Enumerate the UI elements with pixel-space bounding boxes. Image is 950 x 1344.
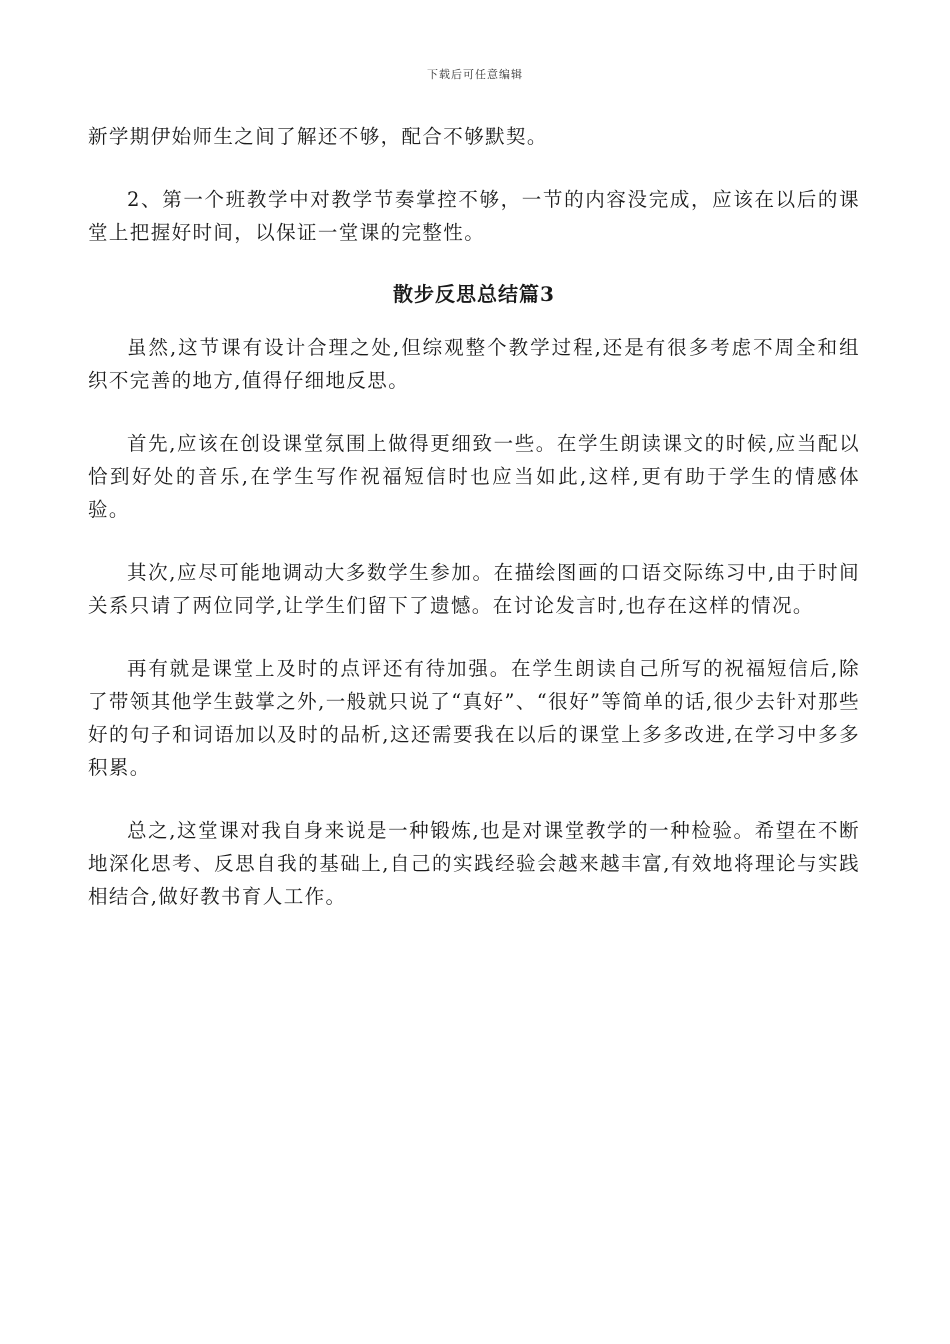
page-header: 下载后可任意编辑 — [427, 68, 523, 81]
section-title: 散步反思总结篇3 — [393, 282, 555, 306]
paragraph-point-2: 2、第一个班教学中对教学节奏掌控不够，一节的内容没完成，应该在以后的课堂上把握好时间，以保证一堂课的完整性。 — [88, 188, 860, 244]
paragraph-third: 再有就是课堂上及时的点评还有待加强。在学生朗读自己所写的祝福短信后,除了带领其他学生鼓掌之外,一般就只说了“真好”、“很好”等简单的话,很少去针对那些好的句子和词语加以及时的品析,这还需要我在以后的课堂上多多改进,在学习中多多积累。 — [88, 657, 860, 779]
document-body — [88, 120, 860, 943]
paragraph-continuation: 新学期伊始师生之间了解还不够，配合不够默契。 — [88, 125, 548, 148]
paragraph-second: 其次,应尽可能地调动大多数学生参加。在描绘图画的口语交际练习中,由于时间关系只请了两位同学,让学生们留下了遗憾。在讨论发言时,也存在这样的情况。 — [88, 561, 860, 617]
paragraph-conclusion: 总之,这堂课对我自身来说是一种锻炼,也是对课堂教学的一种检验。希望在不断地深化思考、反思自我的基础上,自己的实践经验会越来越丰富,有效地将理论与实践相结合,做好教书育人工作。 — [88, 819, 860, 908]
paragraph-first: 首先,应该在创设课堂氛围上做得更细致一些。在学生朗读课文的时候,应当配以恰到好处的音乐,在学生写作祝福短信时也应当如此,这样,更有助于学生的情感体验。 — [88, 432, 860, 521]
paragraph-intro: 虽然,这节课有设计合理之处,但综观整个教学过程,还是有很多考虑不周全和组织不完善的地方,值得仔细地反思。 — [88, 336, 860, 392]
